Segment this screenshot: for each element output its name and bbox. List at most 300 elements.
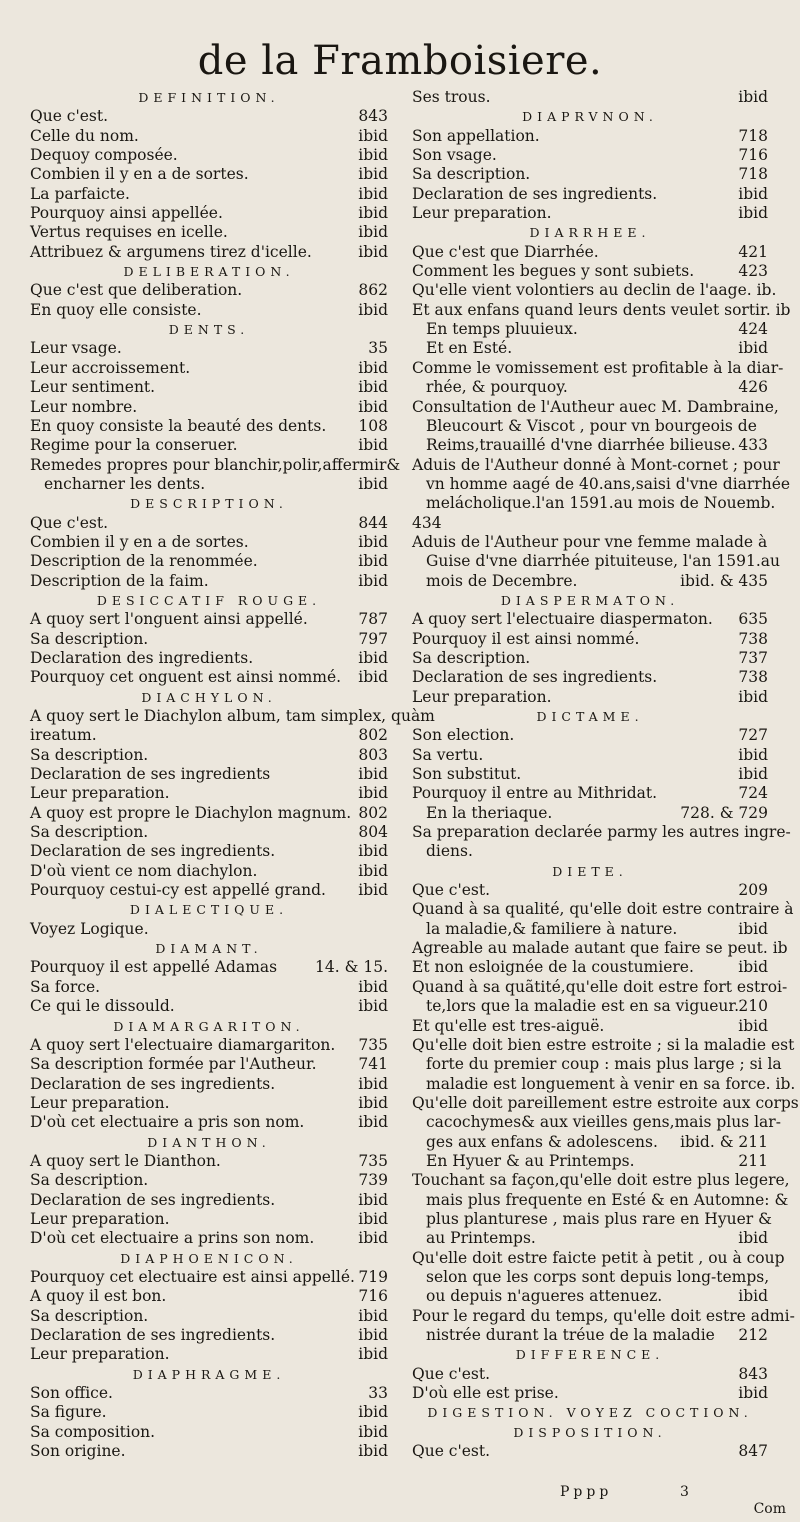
entry-text: Sa composition. bbox=[30, 1422, 156, 1441]
entry-text: A quoy est propre le Diachylon magnum. bbox=[30, 803, 352, 822]
entry-text: Declaration de ses ingredients. bbox=[412, 184, 658, 203]
heading-text: DIAMANT. bbox=[155, 941, 263, 957]
index-entry bbox=[412, 958, 768, 977]
index-entry bbox=[412, 1365, 768, 1384]
index-heading bbox=[30, 591, 388, 610]
page-reference: 804 bbox=[358, 823, 388, 842]
entry-text: A quoy il est bon. bbox=[30, 1287, 167, 1306]
index-entry bbox=[30, 1055, 388, 1074]
index-entry bbox=[412, 1209, 772, 1229]
entry-text: la maladie,& familiere à nature. bbox=[426, 919, 678, 938]
index-entry bbox=[412, 823, 791, 842]
heading-text: DESICCATIF ROUGE. bbox=[96, 592, 322, 608]
entry-text: Sa description. bbox=[412, 648, 531, 667]
entry-text: Leur preparation. bbox=[412, 204, 552, 223]
page-reference: 739 bbox=[358, 1171, 388, 1190]
index-entry bbox=[30, 1229, 388, 1248]
page-reference: 718 bbox=[738, 126, 768, 145]
page-reference: ibid bbox=[738, 765, 768, 784]
entry-text: Leur preparation. bbox=[412, 687, 552, 706]
page-reference: ibid bbox=[358, 204, 388, 223]
index-entry bbox=[412, 630, 768, 649]
index-heading bbox=[412, 223, 768, 242]
index-entry bbox=[30, 842, 388, 861]
page-reference: 635 bbox=[738, 610, 768, 629]
index-entry bbox=[30, 1345, 388, 1364]
index-entry bbox=[412, 1055, 782, 1074]
entry-text: Declaration de ses ingredients. bbox=[30, 1074, 276, 1093]
index-entry bbox=[30, 1152, 388, 1171]
heading-text: DIFFERENCE. bbox=[515, 1347, 665, 1363]
page-reference: ibid bbox=[358, 1229, 388, 1248]
index-heading bbox=[30, 262, 388, 281]
page-reference: ibid bbox=[358, 648, 388, 667]
index-entry bbox=[30, 1384, 388, 1403]
entry-text: te,lors que la maladie est en sa vigueur. bbox=[426, 997, 740, 1016]
index-entry bbox=[30, 281, 388, 300]
entry-text: Guise d'vne diarrhée pituiteuse, l'an 1591.au bbox=[426, 552, 780, 571]
page-reference: ibid bbox=[358, 1345, 388, 1364]
index-heading bbox=[30, 688, 388, 707]
index-column-right bbox=[412, 88, 799, 1461]
index-entry bbox=[30, 1307, 388, 1326]
index-entry bbox=[412, 610, 768, 629]
page-reference: 728. & 729 bbox=[680, 803, 768, 822]
entry-text: Et qu'elle est tres-aiguë. bbox=[412, 1016, 605, 1035]
signature-number: 3 bbox=[680, 1484, 689, 1500]
entry-text: Consultation de l'Autheur auec M. Dambraine, bbox=[412, 397, 779, 416]
page-reference: ibid bbox=[738, 1287, 768, 1306]
index-entry bbox=[412, 185, 768, 204]
page-reference: ibid bbox=[358, 126, 388, 145]
page-reference: 797 bbox=[358, 629, 388, 648]
entry-text: encharner les dents. bbox=[44, 474, 206, 493]
entry-text: Son election. bbox=[412, 726, 515, 745]
index-heading bbox=[412, 591, 768, 610]
entry-text: diens. bbox=[426, 842, 473, 861]
index-entry bbox=[412, 514, 768, 533]
page-reference: ibid bbox=[358, 1422, 388, 1441]
page-reference: ibid bbox=[738, 919, 768, 938]
index-entry bbox=[30, 185, 388, 204]
index-entry bbox=[412, 1287, 768, 1306]
page-reference: ibid bbox=[738, 1229, 768, 1248]
heading-text: DIAMARGARITON. bbox=[113, 1018, 305, 1034]
entry-text: Pour le regard du temps, qu'elle doit estre admi- bbox=[412, 1306, 795, 1325]
index-entry bbox=[412, 1133, 768, 1152]
index-entry bbox=[30, 958, 388, 977]
catchword: Com bbox=[753, 1501, 786, 1517]
index-entry bbox=[412, 88, 768, 107]
page-reference: ibid bbox=[358, 1403, 388, 1422]
page-reference: 716 bbox=[738, 146, 768, 165]
index-entry bbox=[30, 1191, 388, 1210]
entry-text: Sa preparation declarée parmy les autres ingre- bbox=[412, 823, 791, 842]
entry-text: Celle du nom. bbox=[30, 126, 139, 145]
index-entry bbox=[30, 1423, 388, 1442]
entry-text: Aduis de l'Autheur pour vne femme malade à bbox=[412, 532, 768, 551]
page-reference: 423 bbox=[738, 262, 768, 281]
page-reference: 802 bbox=[358, 726, 388, 745]
page-reference: ibid bbox=[358, 378, 388, 397]
index-entry bbox=[412, 474, 791, 494]
index-entry bbox=[412, 1326, 768, 1345]
page-reference: ibid bbox=[358, 1093, 388, 1112]
page-reference: ibid bbox=[738, 687, 768, 706]
page-reference: 847 bbox=[738, 1442, 768, 1461]
page-reference: ibid bbox=[358, 668, 388, 687]
index-entry bbox=[30, 1075, 388, 1094]
heading-text: DENTS. bbox=[168, 322, 250, 338]
heading-text: DIALECTIQUE. bbox=[129, 902, 289, 918]
index-entry bbox=[412, 1268, 768, 1287]
entry-text: En quoy consiste la beauté des dents. bbox=[30, 416, 327, 435]
index-entry bbox=[412, 552, 780, 571]
page-reference: 433 bbox=[738, 436, 768, 455]
index-entry bbox=[412, 417, 768, 436]
entry-text: vn homme aagé de 40.ans,saisi d'vne diarrhée bbox=[426, 474, 791, 493]
page-reference: ibid. & 211 bbox=[680, 1132, 768, 1151]
page-reference: 738 bbox=[738, 629, 768, 648]
entry-text: Voyez Logique. bbox=[30, 919, 149, 938]
index-entry bbox=[412, 1384, 768, 1403]
index-entry bbox=[412, 1442, 768, 1461]
index-entry bbox=[30, 1287, 388, 1306]
entry-text: Que c'est. bbox=[30, 513, 109, 532]
index-entry bbox=[412, 1152, 768, 1171]
index-entry bbox=[30, 378, 388, 397]
page-reference: ibid bbox=[358, 861, 388, 880]
index-heading bbox=[30, 900, 388, 919]
page-reference: 862 bbox=[358, 281, 388, 300]
entry-text: forte du premier coup : mais plus large ; si la bbox=[426, 1055, 782, 1074]
heading-text: DIARRHEE. bbox=[529, 225, 651, 241]
entry-text: Sa description formée par l'Autheur. bbox=[30, 1055, 317, 1074]
page-reference: ibid bbox=[738, 1016, 768, 1035]
entry-text: A quoy sert l'electuaire diamargariton. bbox=[30, 1035, 336, 1054]
entry-text: Sa description. bbox=[412, 165, 531, 184]
entry-text: Qu'elle vient volontiers au declin de l'aage. ib. bbox=[412, 281, 777, 300]
index-heading bbox=[412, 707, 768, 726]
page-reference: ibid bbox=[358, 1190, 388, 1209]
index-entry bbox=[412, 688, 768, 707]
page-reference: 424 bbox=[738, 320, 768, 339]
page-reference: ibid bbox=[738, 204, 768, 223]
index-entry bbox=[412, 746, 768, 765]
entry-text: Que c'est. bbox=[412, 1442, 491, 1461]
heading-text: DIAPHOENICON. bbox=[120, 1250, 298, 1266]
entry-text: Comme le vomissement est profitable à la diar- bbox=[412, 358, 784, 377]
page-reference: ibid bbox=[358, 532, 388, 551]
page-reference: ibid bbox=[358, 300, 388, 319]
index-entry bbox=[30, 127, 388, 146]
entry-text: mais plus frequente en Esté & en Automne: & bbox=[426, 1190, 789, 1209]
index-heading bbox=[30, 1365, 388, 1384]
page-reference: ibid bbox=[358, 397, 388, 416]
page-reference: ibid bbox=[358, 571, 388, 590]
entry-text: Sa force. bbox=[30, 977, 101, 996]
index-entry bbox=[30, 881, 388, 900]
entry-text: A quoy sert le Dianthon. bbox=[30, 1151, 221, 1170]
index-entry bbox=[412, 1229, 768, 1248]
entry-text: Declaration de ses ingredients. bbox=[412, 668, 658, 687]
index-entry bbox=[412, 1093, 799, 1113]
entry-text: Vertus requises en icelle. bbox=[30, 223, 228, 242]
entry-text: Et aux enfans quand leurs dents veulet sortir. ib bbox=[412, 300, 791, 319]
index-entry bbox=[30, 920, 388, 939]
entry-text: Que c'est que deliberation. bbox=[30, 281, 243, 300]
entry-text: A quoy sert l'onguent ainsi appellé. bbox=[30, 610, 308, 629]
index-entry bbox=[412, 378, 768, 397]
entry-text: Son office. bbox=[30, 1384, 113, 1403]
page-reference: 33 bbox=[368, 1384, 388, 1403]
index-entry bbox=[412, 1248, 785, 1268]
entry-text: Son appellation. bbox=[412, 126, 540, 145]
index-entry bbox=[30, 668, 388, 687]
index-heading bbox=[30, 939, 388, 958]
index-entry bbox=[30, 610, 388, 629]
page-reference: ibid bbox=[738, 88, 768, 106]
page-reference: 844 bbox=[358, 513, 388, 532]
page-reference: ibid bbox=[738, 1384, 768, 1403]
page-reference: ibid bbox=[358, 977, 388, 996]
index-heading bbox=[30, 1249, 388, 1268]
page-reference: 421 bbox=[738, 242, 768, 261]
page-reference: ibid bbox=[358, 997, 388, 1016]
heading-text: DEFINITION. bbox=[138, 90, 280, 105]
heading-text: DIASPERMATON. bbox=[500, 592, 680, 608]
page-reference: ibid bbox=[358, 1326, 388, 1344]
entry-text: Leur preparation. bbox=[30, 1345, 170, 1364]
entry-text: Sa description. bbox=[30, 1306, 149, 1325]
entry-text: En temps pluuieux. bbox=[426, 320, 578, 339]
index-entry bbox=[30, 1113, 388, 1132]
page-reference: 737 bbox=[738, 648, 768, 667]
page-reference: ibid bbox=[358, 842, 388, 861]
page-reference: 727 bbox=[738, 726, 768, 745]
page-reference: ibid bbox=[358, 1113, 388, 1132]
entry-text: Leur preparation. bbox=[30, 1209, 170, 1228]
page-reference: 426 bbox=[738, 378, 768, 397]
index-entry bbox=[30, 417, 388, 436]
index-entry bbox=[30, 630, 388, 649]
entry-text: Touchant sa façon,qu'elle doit estre plus legere, bbox=[412, 1171, 790, 1190]
entry-text: Attribuez & argumens tirez d'icelle. bbox=[30, 242, 312, 261]
index-heading bbox=[30, 1017, 388, 1036]
entry-text: Pourquoy il est ainsi nommé. bbox=[412, 629, 640, 648]
page-reference: ibid bbox=[358, 184, 388, 203]
entry-text: Son substitut. bbox=[412, 765, 522, 784]
index-entry bbox=[412, 881, 768, 900]
entry-text: Pourquoy cet onguent est ainsi nommé. bbox=[30, 668, 342, 687]
entry-text: maladie est longuement à venir en sa force. ib. bbox=[426, 1074, 796, 1093]
page-reference: 212 bbox=[738, 1326, 768, 1344]
page-reference: ibid bbox=[358, 223, 388, 242]
heading-text: DESCRIPTION. bbox=[130, 496, 288, 512]
page-reference: ibid bbox=[358, 881, 388, 900]
page-reference: ibid bbox=[358, 1209, 388, 1228]
entry-text: ou depuis n'agueres attenuez. bbox=[426, 1287, 663, 1306]
index-entry bbox=[30, 1210, 388, 1229]
entry-text: Dequoy composée. bbox=[30, 146, 178, 165]
entry-text: Regime pour la conseruer. bbox=[30, 436, 238, 455]
entry-text: Remedes propres pour blanchir,polir,affermir& bbox=[30, 455, 401, 474]
entry-text: Leur accroissement. bbox=[30, 358, 191, 377]
page-reference: 210 bbox=[738, 997, 768, 1016]
index-entry bbox=[30, 455, 401, 475]
heading-text: DIAPRVNON. bbox=[522, 109, 658, 125]
heading-text: DIAPHRAGME. bbox=[132, 1366, 286, 1382]
page-reference: ibid bbox=[738, 339, 768, 358]
entry-text: Pourquoy ainsi appellée. bbox=[30, 204, 223, 223]
index-entry bbox=[30, 533, 388, 552]
entry-text: Comment les begues y sont subiets. bbox=[412, 262, 695, 281]
index-entry bbox=[30, 978, 388, 997]
entry-text: Que c'est. bbox=[412, 881, 491, 900]
page-reference: 14. & 15. bbox=[315, 958, 388, 977]
page-reference: ibid bbox=[358, 242, 388, 261]
index-entry bbox=[30, 997, 388, 1016]
entry-text: Ses trous. bbox=[412, 88, 491, 106]
entry-text: Pourquoy cestui-cy est appellé grand. bbox=[30, 881, 326, 900]
index-entry bbox=[412, 668, 768, 687]
entry-text: Qu'elle doit bien estre estroite ; si la maladie est bbox=[412, 1035, 795, 1054]
index-entry bbox=[30, 1171, 388, 1190]
page-reference: 719 bbox=[358, 1267, 388, 1286]
page-reference: ibid bbox=[358, 1074, 388, 1093]
index-entry bbox=[412, 165, 768, 184]
page-reference: 735 bbox=[358, 1035, 388, 1054]
heading-text: DIANTHON. bbox=[147, 1134, 271, 1150]
index-entry bbox=[412, 533, 768, 552]
page-reference: 716 bbox=[358, 1287, 388, 1306]
entry-text: Declaration de ses ingredients bbox=[30, 765, 271, 784]
page-reference: ibid bbox=[738, 184, 768, 203]
index-entry bbox=[412, 842, 768, 861]
page-reference: ibid bbox=[358, 1442, 388, 1461]
index-entry bbox=[30, 223, 388, 242]
index-heading bbox=[30, 320, 388, 339]
index-entry bbox=[30, 746, 388, 765]
index-entry bbox=[412, 1113, 781, 1132]
page-reference: 738 bbox=[738, 668, 768, 687]
entry-text: au Printemps. bbox=[426, 1229, 536, 1248]
index-entry bbox=[412, 1074, 796, 1094]
index-heading bbox=[412, 107, 768, 126]
entry-text: Agreable au malade autant que faire se peut. ib bbox=[412, 939, 788, 958]
index-entry bbox=[412, 765, 768, 784]
index-entry bbox=[412, 146, 768, 165]
page-reference: 802 bbox=[358, 803, 388, 822]
entry-text: D'où elle est prise. bbox=[412, 1384, 559, 1403]
page-reference: 35 bbox=[368, 339, 388, 358]
index-entry bbox=[412, 300, 791, 320]
entry-text: Leur preparation. bbox=[30, 1093, 170, 1112]
index-entry bbox=[412, 1190, 789, 1210]
heading-text: DIETE. bbox=[552, 863, 628, 879]
page-reference: ibid bbox=[358, 552, 388, 571]
index-entry bbox=[30, 1326, 388, 1345]
heading-text: DELIBERATION. bbox=[123, 264, 295, 280]
entry-text: La parfaicte. bbox=[30, 184, 130, 203]
entry-text: Declaration des ingredients. bbox=[30, 648, 254, 667]
entry-text: Sa description. bbox=[30, 823, 149, 842]
page-reference: 843 bbox=[738, 1364, 768, 1383]
index-entry bbox=[412, 397, 779, 417]
page-reference: 741 bbox=[358, 1055, 388, 1074]
entry-text: Que c'est. bbox=[412, 1364, 491, 1383]
index-entry bbox=[30, 146, 388, 165]
page-reference: 735 bbox=[358, 1151, 388, 1170]
index-entry bbox=[30, 572, 388, 591]
entry-text: plus planturesе , mais plus rare en Hyuer & bbox=[426, 1209, 772, 1228]
entry-text: cacochymes& aux vieilles gens,mais plus lar- bbox=[426, 1113, 781, 1132]
page-reference: ibid bbox=[358, 1306, 388, 1325]
entry-text: Son origine. bbox=[30, 1442, 126, 1461]
index-heading bbox=[30, 1133, 388, 1152]
index-entry bbox=[412, 900, 794, 919]
entry-text: A quoy sert l'electuaire diaspermaton. bbox=[412, 610, 713, 629]
index-heading bbox=[412, 862, 768, 881]
entry-text: mois de Decembre. bbox=[426, 571, 578, 590]
index-entry bbox=[412, 1171, 790, 1190]
index-entry bbox=[30, 398, 388, 417]
index-entry bbox=[30, 1036, 388, 1055]
heading-text: DIACHYLON. bbox=[141, 689, 277, 705]
entry-text: Que c'est. bbox=[30, 107, 109, 126]
page-reference: ibid bbox=[738, 745, 768, 764]
index-entry bbox=[30, 823, 388, 842]
index-entry bbox=[30, 1268, 388, 1287]
index-entry bbox=[412, 726, 768, 745]
entry-text: nistrée durant la tréue de la maladie bbox=[426, 1326, 715, 1344]
index-entry bbox=[412, 262, 768, 281]
entry-text: ireatum. bbox=[30, 726, 97, 745]
entry-text: Reims,trauaillé d'vne diarrhée bilieuse. bbox=[426, 436, 736, 455]
index-entry bbox=[30, 862, 388, 881]
index-entry bbox=[30, 475, 388, 494]
entry-text: rhée, & pourquoy. bbox=[426, 378, 568, 397]
index-entry bbox=[30, 301, 388, 320]
index-entry bbox=[412, 204, 768, 223]
entry-text: Et en Esté. bbox=[426, 339, 513, 358]
heading-text: DISPOSITION. bbox=[513, 1424, 667, 1440]
entry-text: 434 bbox=[412, 513, 442, 532]
entry-text: Sa description. bbox=[30, 629, 149, 648]
entry-text: En quoy elle consiste. bbox=[30, 300, 202, 319]
entry-text: Sa figure. bbox=[30, 1403, 107, 1422]
index-entry bbox=[30, 552, 388, 571]
index-entry bbox=[30, 765, 388, 784]
entry-text: D'où cet electuaire a pris son nom. bbox=[30, 1113, 305, 1132]
entry-text: Ce qui le dissould. bbox=[30, 997, 175, 1016]
entry-text: Pourquoy cet electuaire est ainsi appellé. bbox=[30, 1267, 355, 1286]
index-entry bbox=[30, 1094, 388, 1113]
index-heading bbox=[412, 1423, 768, 1442]
entry-text: En la theriaque. bbox=[426, 803, 553, 822]
index-heading bbox=[30, 88, 388, 107]
entry-text: Et non esloignée de la coustumiere. bbox=[412, 958, 694, 977]
page-reference: ibid bbox=[358, 474, 388, 493]
index-entry bbox=[30, 707, 435, 726]
entry-text: selon que les corps sont depuis long-temps, bbox=[426, 1267, 770, 1286]
entry-text: Qu'elle doit estre faicte petit à petit , ou à coup bbox=[412, 1248, 785, 1267]
page-reference: ibid bbox=[358, 358, 388, 377]
page-reference: 803 bbox=[358, 745, 388, 764]
index-entry bbox=[412, 1035, 795, 1055]
index-entry bbox=[30, 784, 388, 803]
entry-text: Que c'est que Diarrhée. bbox=[412, 242, 599, 261]
